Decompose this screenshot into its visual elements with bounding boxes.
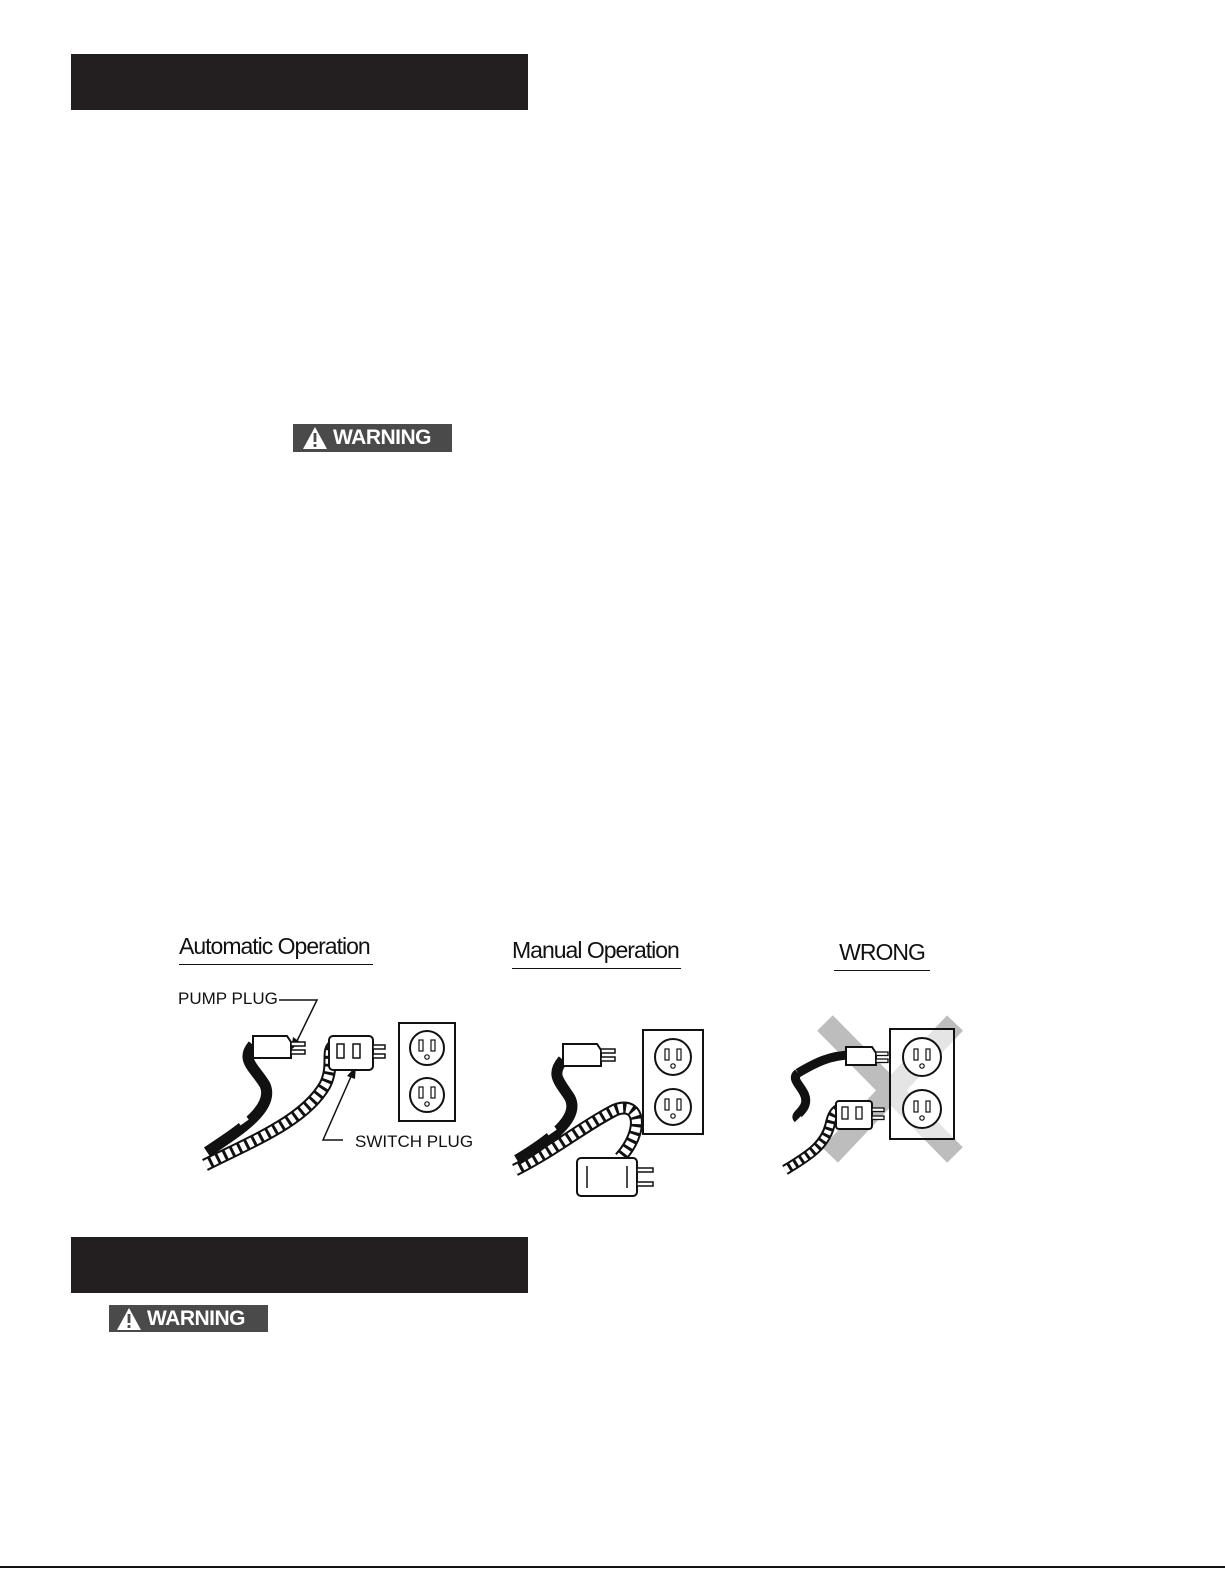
warning-triangle-icon: [302, 426, 328, 450]
wrong-title: WRONG: [834, 939, 930, 971]
section-header-bar-bottom: [71, 1237, 528, 1293]
warning-badge-upper: [293, 424, 452, 452]
manual-operation-title: Manual Operation: [512, 937, 681, 969]
wrong-illustration: [780, 1015, 970, 1180]
pump-plug-label: PUMP PLUG: [178, 989, 278, 1008]
warning-label-lower: WARNING: [147, 1306, 245, 1330]
switch-plug-icon: [329, 1036, 385, 1070]
switch-plug-label: SWITCH PLUG: [355, 1132, 474, 1151]
warning-label-upper: WARNING: [333, 426, 431, 449]
section-header-bar-top: [71, 54, 528, 110]
warning-badge-lower: [109, 1305, 268, 1332]
manual-operation-illustration: [505, 1020, 720, 1200]
automatic-operation-illustration: [195, 990, 480, 1175]
page-bottom-rule: [0, 1566, 1225, 1568]
warning-triangle-icon: [116, 1307, 142, 1331]
automatic-operation-title: Automatic Operation: [179, 933, 373, 965]
pump-plug-icon: [253, 1036, 291, 1058]
duplex-outlet-icon: [399, 1023, 455, 1121]
